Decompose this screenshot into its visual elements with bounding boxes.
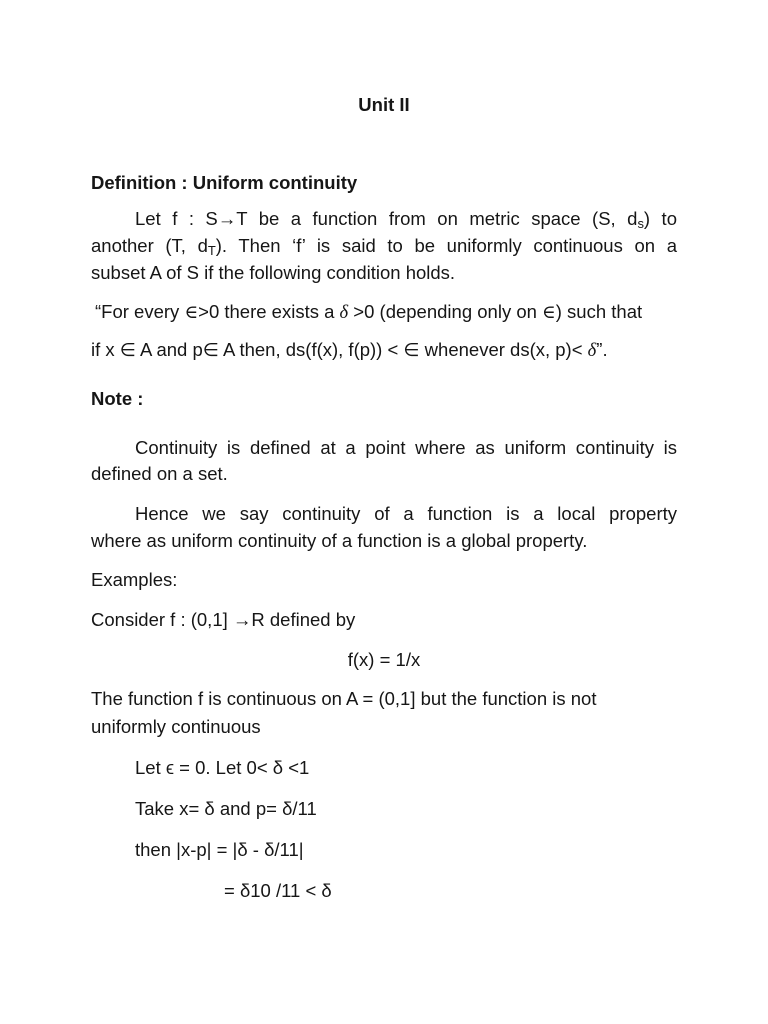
- examples-then-line: then |x-p| = |δ - δ/11|: [135, 839, 304, 860]
- definition-line-1-text: Let f : S→T be a function from on metric space (S, d: [135, 208, 638, 229]
- examples-formula: f(x) = 1/x: [347, 649, 421, 670]
- quote-1-part-a: “For every: [95, 301, 185, 322]
- note-para-1-line-1: Continuity is defined at a point where as uniform continuity is: [135, 437, 677, 458]
- epsilon-symbol: ∈: [542, 302, 556, 323]
- definition-title: Definition : Uniform continuity: [91, 172, 358, 193]
- definition-quote-line-2: [91, 341, 608, 361]
- examples-let-line: Let ϵ = 0. Let 0< δ <1: [135, 757, 310, 778]
- note-para-2-line-1: Hence we say continuity of a function is a local property: [135, 503, 677, 524]
- examples-title: Examples:: [91, 569, 178, 590]
- quote-1-part-b: >0 there exists a: [198, 301, 340, 322]
- delta-symbol: δ: [339, 303, 349, 323]
- note-para-2-line-2: where as uniform continuity of a function is a global property.: [91, 530, 588, 551]
- examples-statement-line-2: uniformly continuous: [91, 716, 261, 737]
- delta-symbol: δ: [587, 341, 597, 361]
- epsilon-symbol: ∈: [184, 302, 199, 323]
- definition-line-2: [91, 235, 677, 259]
- dt-subscript: T: [207, 243, 216, 259]
- quote-2-end: ”.: [596, 339, 608, 360]
- quote-1-part-c: >0 (depending only on: [348, 301, 543, 322]
- note-para-1-line-2: defined on a set.: [91, 463, 228, 484]
- quote-1-part-d: ) such that: [555, 301, 643, 322]
- examples-consider: Consider f : (0,1] →R defined by: [91, 609, 356, 630]
- examples-statement-line-1: The function f is continuous on A = (0,1] but the function is not: [91, 688, 597, 709]
- note-title: Note :: [91, 388, 144, 409]
- definition-line-1-end: ) to: [643, 208, 677, 229]
- definition-line-1: [135, 208, 677, 232]
- definition-line-2-start: another (T, d: [91, 235, 208, 256]
- page-heading: Unit II: [358, 94, 410, 115]
- ds-subscript: s: [637, 216, 644, 232]
- examples-take-line: Take x= δ and p= δ/11: [135, 798, 317, 819]
- examples-result-line: = δ10 /11 < δ: [224, 880, 332, 901]
- definition-quote-line-1: [95, 303, 642, 323]
- definition-line-3: subset A of S if the following condition holds.: [91, 262, 456, 283]
- quote-2-part-a: if x ∈ A and p∈ A then, ds(f(x), f(p)) < ∈ whenever ds(x, p)<: [91, 339, 588, 360]
- definition-line-2-end: ). Then ‘f’ is said to be uniformly continuous on a: [215, 235, 677, 256]
